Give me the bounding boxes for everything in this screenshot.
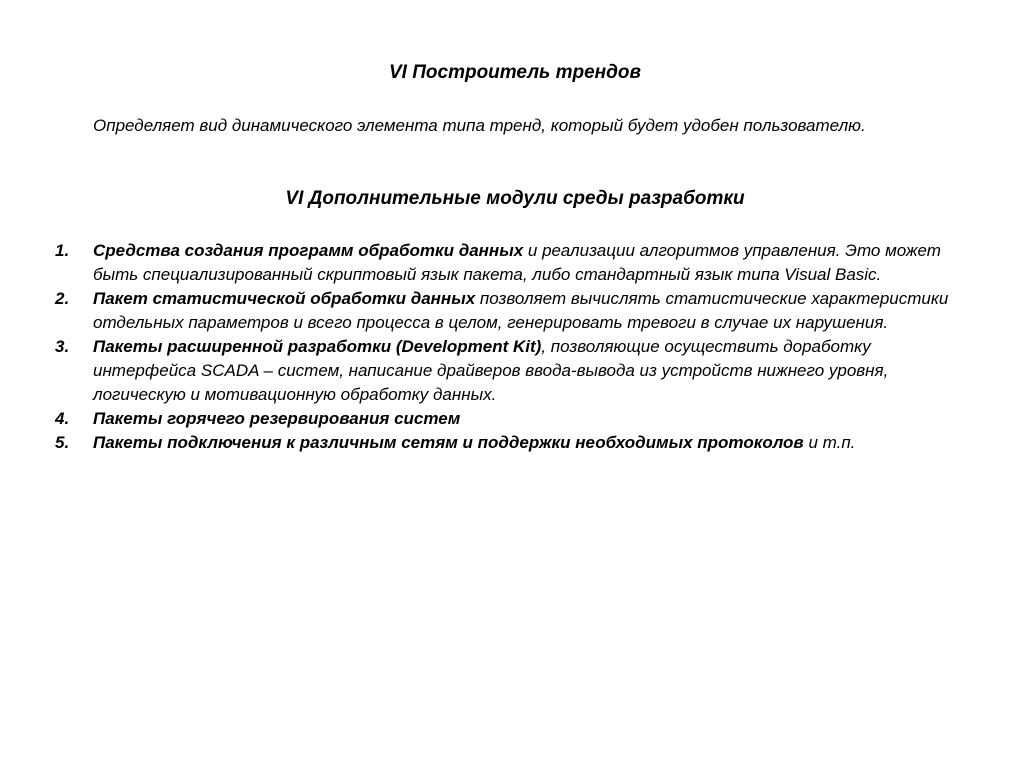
list-item [0,407,973,431]
list-item-lead: Пакеты расширенной разработки (Development Kit) [93,337,542,356]
modules-list [0,239,1024,455]
list-item-lead: Средства создания программ обработки данных [93,241,524,260]
list-item-number: 2. [55,289,70,308]
list-item-number: 3. [55,337,70,356]
list-item-number: 5. [55,433,70,452]
list-item-lead: Пакеты подключения к различным сетям и поддержки необходимых протоколов [93,433,804,452]
list-item-text: и т.п. [803,433,856,452]
list-item [0,287,973,335]
list-item [0,335,973,407]
list-item-text: позволяет вычислять статистические характеристики отдельных параметров и всего процесса в целом, генерировать тревоги в случае их нарушения. [93,289,949,332]
list-item-number: 1. [55,241,70,260]
list-item-number: 4. [55,409,70,428]
trend-builder-description: Определяет вид динамического элемента типа тренд, который будет удобен пользователю. [93,116,866,135]
list-item-text: , позволяющие осуществить доработку интерфейса SCADA – систем, написание драйверов ввода-вывода из устройств нижнего уровня, логическую и мотивационную обработку данных. [93,337,889,404]
list-item-lead: Пакеты горячего резервирования систем [93,409,461,428]
list-item-lead: Пакет статистической обработки данных [93,289,476,308]
list-item [0,431,973,455]
list-item [0,239,973,287]
section-title-trend-builder: VI Построитель трендов [389,62,641,83]
list-item-text: и реализации алгоритмов управления. Это может быть специализированный скриптовый язык пакета, либо стандартный язык типа Visual Basic. [93,241,941,284]
section-title-additional-modules: VI Дополнительные модули среды разработки [285,188,745,209]
